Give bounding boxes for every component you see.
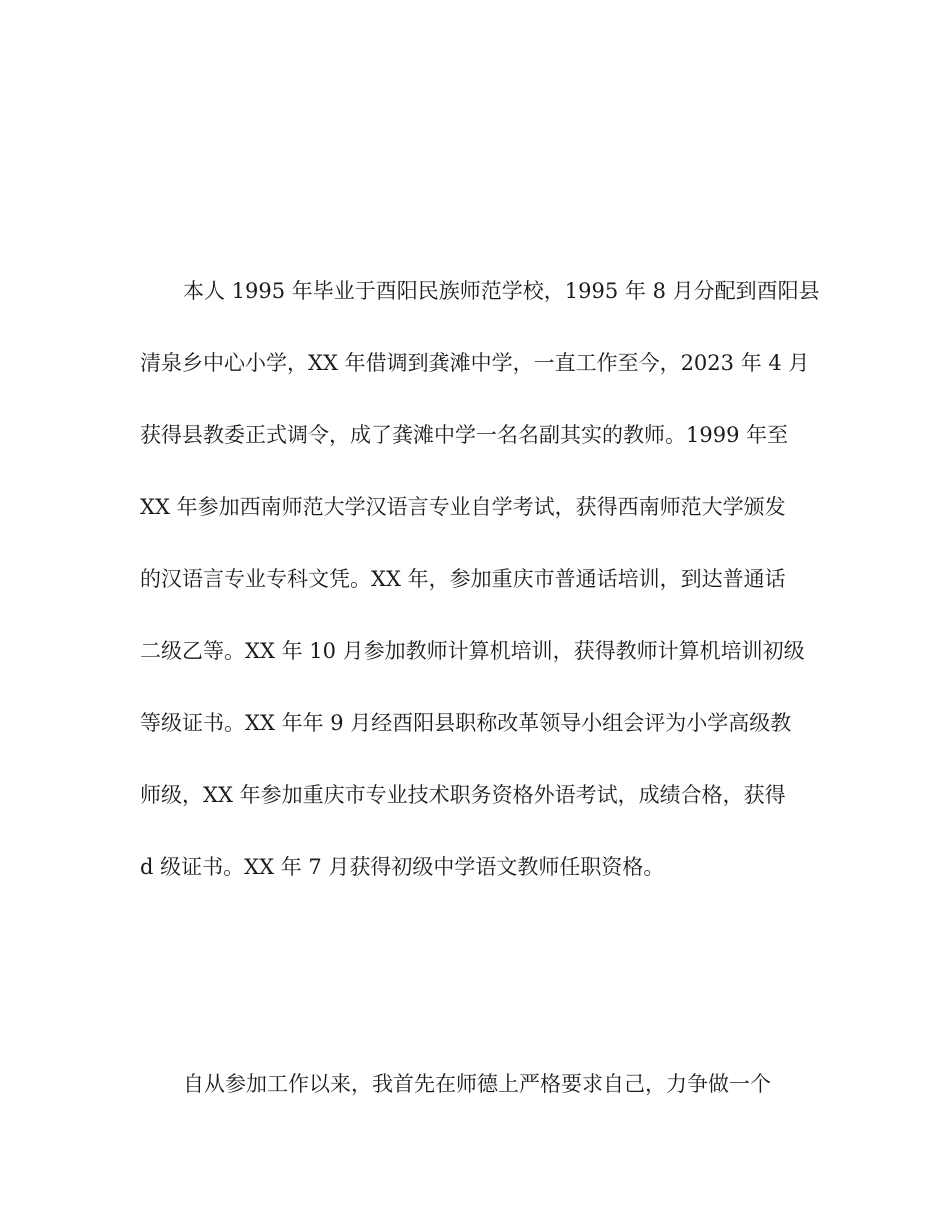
paragraph-line: XX 年参加西南师范大学汉语言专业自学考试，获得西南师范大学颁发 xyxy=(140,495,786,519)
paragraph-line: 本人 1995 年毕业于酉阳民族师范学校，1995 年 8 月分配到酉阳县 xyxy=(183,279,820,303)
paragraph-line: 获得县教委正式调令，成了龚滩中学一名名副其实的教师。1999 年至 xyxy=(140,423,789,447)
paragraph-line: 师级，XX 年参加重庆市专业技术职务资格外语考试，成绩合格，获得 xyxy=(140,783,786,807)
paragraph-line: d 级证书。XX 年 7 月获得初级中学语文教师任职资格。 xyxy=(140,855,665,879)
paragraph-line: 等级证书。XX 年年 9 月经酉阳县职称改革领导小组会评为小学高级教 xyxy=(140,711,792,735)
paragraph-line: 自从参加工作以来，我首先在师德上严格要求自己，力争做一个 xyxy=(183,1072,771,1096)
paragraph-line: 的汉语言专业专科文凭。XX 年，参加重庆市普通话培训，到达普通话 xyxy=(140,567,786,591)
paragraph-line: 二级乙等。XX 年 10 月参加教师计算机培训，获得教师计算机培训初级 xyxy=(140,639,805,663)
paragraph-line: 清泉乡中心小学，XX 年借调到龚滩中学，一直工作至今，2023 年 4 月 xyxy=(140,351,810,375)
